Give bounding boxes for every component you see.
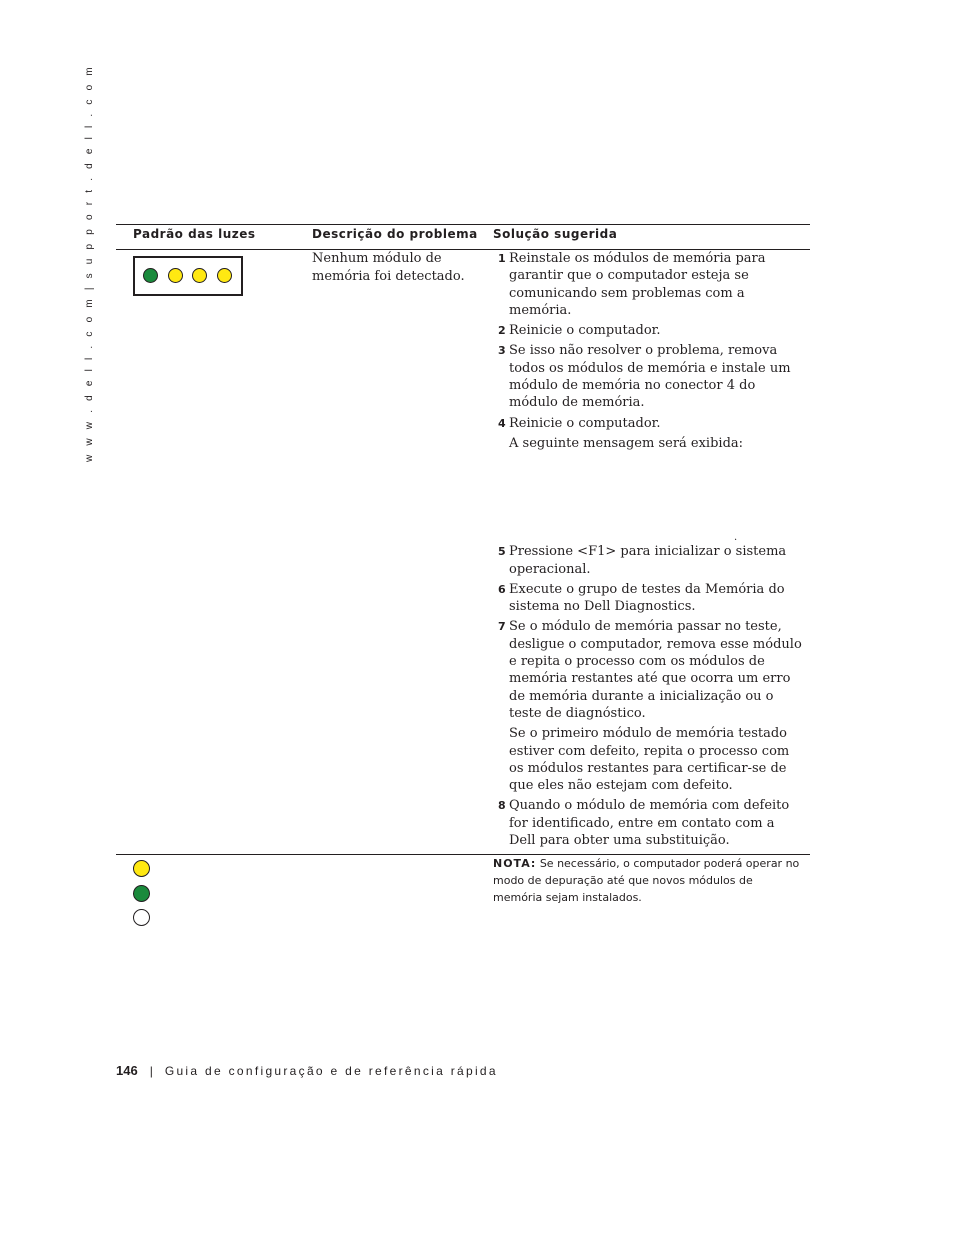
suggested-solution: [493, 250, 803, 906]
step-number: 2: [498, 324, 506, 338]
table-bottom-rule: [116, 854, 810, 855]
note-text: Se necessário, o computador poderá operar no modo de depuração até que novos módulos de memória sejam instalados.: [493, 857, 800, 905]
diagnostic-lights-pattern: [133, 256, 243, 296]
light-3-yellow-icon: [192, 268, 207, 283]
light-4-yellow-icon: [217, 268, 232, 283]
note-label: NOTA:: [493, 857, 537, 871]
step-text: Execute o grupo de testes da Memória do sistema no Dell Diagnostics.: [509, 581, 785, 615]
legend-yellow-light-icon: [133, 860, 150, 877]
step-number: 6: [498, 582, 506, 596]
legend-green-light-icon: [133, 885, 150, 902]
solution-step: [493, 342, 803, 411]
problem-description: Nenhum módulo de memória foi detectado.: [312, 251, 465, 284]
footer-separator: |: [149, 1064, 153, 1078]
step-number: 1: [498, 252, 506, 265]
step-text: Se o módulo de memória passar no teste, desligue o computador, remova esse módulo e repita o processo com os módulos de memória restantes até que ocorra um erro de memória durante a inicialização ou o teste de diagnóstico.: [509, 619, 802, 721]
step-number: 3: [498, 344, 506, 358]
solution-step: [493, 618, 803, 722]
note-block: [493, 855, 803, 906]
solution-step: [493, 543, 803, 578]
header-problem-description: Descrição do problema: [312, 227, 478, 241]
step-text: Se isso não resolver o problema, remova todos os módulos de memória e instale um módulo de memória no conector 4 do módulo de memória.: [509, 343, 791, 411]
step-4-extra-text: A seguinte mensagem será exibida:: [509, 435, 744, 451]
page-footer: [116, 1063, 498, 1078]
step-text: Reinicie o computador.: [509, 415, 661, 431]
header-suggested-solution: Solução sugerida: [493, 227, 618, 241]
table-top-rule: [116, 224, 810, 225]
light-2-yellow-icon: [168, 268, 183, 283]
step-text: Reinstale os módulos de memória para garantir que o computador esteja se comunicando sem problemas com a memória.: [509, 251, 766, 318]
legend-off-light-icon: [133, 909, 150, 926]
solution-step: [493, 322, 803, 339]
header-light-pattern: Padrão das luzes: [133, 227, 256, 241]
side-url-text: w w w . d e l l . c o m | s u p p o r t . d e l l . c o m: [84, 64, 95, 462]
step-7-extra-text: Se o primeiro módulo de memória testado estiver com defeito, repita o processo com os módulos restantes para certificar-se de que eles não estejam com defeito.: [509, 726, 790, 794]
solution-step: [493, 415, 803, 432]
page-number: 146: [116, 1063, 138, 1078]
message-dot: .: [734, 532, 738, 544]
solution-step: [493, 797, 803, 849]
step-text: Quando o módulo de memória com defeito for identificado, entre em contato com a Dell para obter uma substituição.: [509, 798, 790, 849]
step-number: 5: [498, 545, 506, 559]
step-text: Pressione <F1> para inicializar o sistema operacional.: [509, 544, 787, 577]
step-number: 8: [498, 799, 506, 813]
solution-step: [493, 581, 803, 616]
solution-step: [493, 250, 803, 319]
footer-title: Guia de configuração e de referência rápida: [164, 1064, 498, 1078]
step-text: Reinicie o computador.: [509, 323, 661, 339]
step-number: 7: [498, 620, 506, 634]
light-1-green-icon: [143, 268, 158, 283]
step-number: 4: [498, 416, 506, 430]
message-area: [493, 455, 803, 533]
